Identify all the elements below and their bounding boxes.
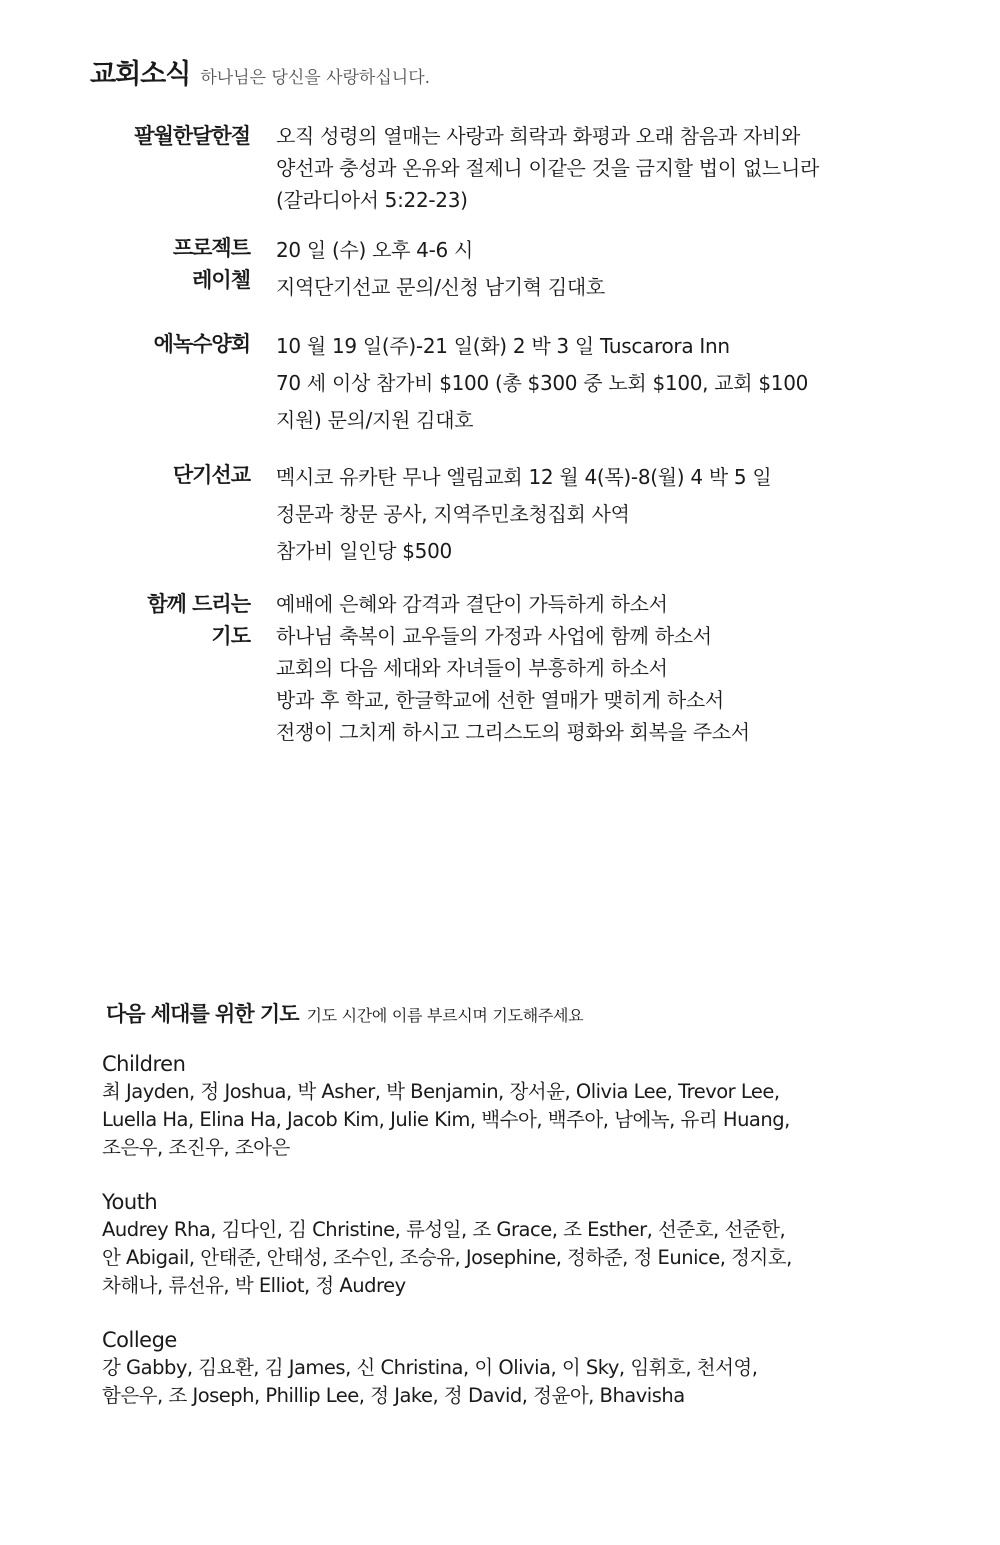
group-name: Children — [102, 1052, 186, 1076]
next-generation-prayer — [102, 998, 972, 1410]
news-body — [276, 328, 956, 439]
group-line: 함은우, 조 Joseph, Phillip Lee, 정 Jake, 정 David, 정윤아, Bhavisha — [102, 1384, 685, 1407]
prayer-title: 다음 세대를 위한 기도 — [106, 1002, 299, 1026]
news-line: 20 일 (수) 오후 4-6 시 — [276, 238, 474, 262]
page-subtitle: 하나님은 당신을 사랑하십니다. — [200, 68, 431, 88]
group-line: Luella Ha, Elina Ha, Jacob Kim, Julie Kim, 백수아, 백주아, 남에녹, 유리 Huang, — [102, 1108, 790, 1131]
news-line: 하나님 축복이 교우들의 가정과 사업에 함께 하소서 — [276, 624, 712, 648]
news-label: 함께 드리는 기도 — [147, 592, 250, 648]
news-line: 정문과 창문 공사, 지역주민초청집회 사역 — [276, 502, 630, 526]
group-youth — [102, 1188, 972, 1300]
prayer-note: 기도 시간에 이름 부르시며 기도해주세요 — [306, 1006, 584, 1025]
group-line: 조은우, 조진우, 조아은 — [102, 1136, 290, 1159]
news-line: (갈라디아서 5:22-23) — [276, 188, 468, 212]
news-line: 멕시코 유카탄 무나 엘림교회 12 월 4(목)-8(월) 4 박 5 일 — [276, 465, 772, 489]
group-line: 안 Abigail, 안태준, 안태성, 조수인, 조승유, Josephine, 정하준, 정 Eunice, 정지호, — [102, 1246, 792, 1269]
group-children — [102, 1050, 972, 1162]
news-label: 팔월한달한절 — [134, 124, 250, 148]
news-item-prayer — [90, 588, 960, 748]
news-label: 에녹수양회 — [153, 332, 250, 356]
news-line: 예배에 은혜와 감격과 결단이 가득하게 하소서 — [276, 592, 668, 616]
news-line: 방과 후 학교, 한글학교에 선한 열매가 맺히게 하소서 — [276, 688, 724, 712]
news-line: 참가비 일인당 $500 — [276, 539, 452, 563]
news-line: 교회의 다음 세대와 자녀들이 부흥하게 하소서 — [276, 656, 668, 680]
news-item-retreat — [90, 328, 960, 439]
news-item-project — [90, 232, 960, 306]
news-item-mission — [90, 459, 960, 570]
page-title: 교회소식 — [90, 59, 191, 90]
news-body — [276, 120, 956, 216]
group-line: 최 Jayden, 정 Joshua, 박 Asher, 박 Benjamin, 장서윤, Olivia Lee, Trevor Lee, — [102, 1080, 780, 1103]
news-line: 지역단기선교 문의/신청 남기혁 김대호 — [276, 275, 605, 299]
news-item-verse — [90, 120, 960, 216]
group-college — [102, 1326, 972, 1410]
group-name: Youth — [102, 1190, 158, 1214]
prayer-header — [106, 998, 972, 1028]
group-line: 강 Gabby, 김요환, 김 James, 신 Christina, 이 Olivia, 이 Sky, 임휘호, 천서영, — [102, 1356, 758, 1379]
news-label: 단기선교 — [172, 463, 250, 487]
group-line: Audrey Rha, 김다인, 김 Christine, 류성일, 조 Grace, 조 Esther, 선준호, 선준한, — [102, 1218, 786, 1241]
news-line: 양선과 충성과 온유와 절제니 이같은 것을 금지할 법이 없느니라 — [276, 156, 819, 180]
news-body — [276, 232, 956, 306]
news-line: 70 세 이상 참가비 $100 (총 $300 중 노회 $100, 교회 $100 — [276, 371, 809, 395]
news-list — [90, 120, 960, 748]
news-line: 지원) 문의/지원 김대호 — [276, 408, 474, 432]
group-name: College — [102, 1328, 177, 1352]
news-line: 오직 성령의 열매는 사랑과 희락과 화평과 오래 참음과 자비와 — [276, 124, 800, 148]
group-line: 차해나, 류선유, 박 Elliot, 정 Audrey — [102, 1274, 406, 1297]
news-body — [276, 459, 956, 570]
news-label: 프로젝트 레이첼 — [172, 236, 250, 292]
news-line: 10 월 19 일(주)-21 일(화) 2 박 3 일 Tuscarora Inn — [276, 334, 730, 358]
news-line: 전쟁이 그치게 하시고 그리스도의 평화와 회복을 주소서 — [276, 720, 750, 744]
news-body — [276, 588, 956, 748]
page-header — [90, 52, 430, 91]
